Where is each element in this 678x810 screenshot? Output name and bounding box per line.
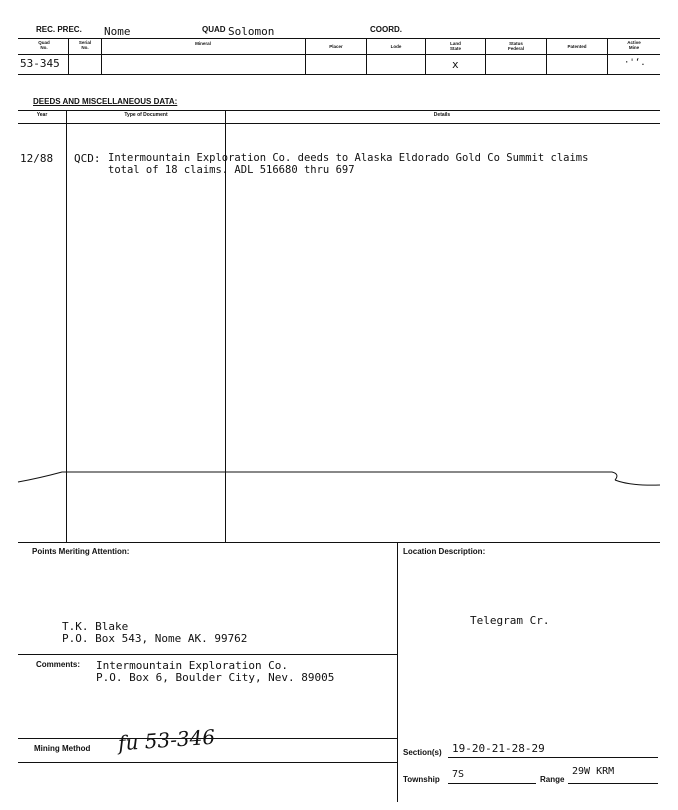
location-label: Location Description:: [403, 547, 486, 556]
col-active-mine: Active Mine: [627, 40, 641, 50]
deed-details-line2: total of 18 claims. ADL 516680 thru 697: [108, 164, 355, 176]
deeds-col-type: Type of Document: [124, 112, 168, 118]
section-value: 19-20-21-28-29: [452, 742, 545, 755]
comments-line1: Intermountain Exploration Co.: [96, 659, 289, 672]
active-mine-mark: ·'‘.: [624, 58, 646, 68]
rec-prec-value: Nome: [104, 25, 131, 38]
rec-prec-label: REC. PREC.: [36, 25, 82, 34]
mining-method-label: Mining Method: [34, 744, 91, 753]
col-lode: Lode: [390, 44, 402, 49]
land-state-mark: x: [452, 58, 459, 71]
mining-method-handwriting: fu 53-346: [117, 724, 216, 756]
range-value: 29W KRM: [572, 766, 615, 777]
col-land-state: Land State: [449, 41, 461, 51]
deed-year: 12/88: [20, 152, 54, 165]
deed-type: QCD:: [74, 152, 101, 165]
comments-line2: P.O. Box 6, Boulder City, Nev. 89005: [96, 671, 335, 684]
col-mineral: Mineral: [195, 41, 211, 46]
points-line2: P.O. Box 543, Nome AK. 99762: [62, 632, 248, 645]
points-line1: T.K. Blake: [62, 620, 129, 633]
points-label: Points Meriting Attention:: [32, 547, 130, 556]
col-serial-no: Serial No.: [78, 40, 92, 50]
section-label: Section(s): [403, 748, 442, 757]
comments-label: Comments:: [36, 660, 81, 669]
deeds-col-year: Year: [36, 112, 48, 118]
quad-label: QUAD: [202, 25, 226, 34]
deeds-col-details: Details: [433, 112, 451, 118]
col-quad-no: Quad No.: [38, 40, 50, 50]
col-status-federal: Status Federal: [507, 41, 524, 51]
deeds-section-title: DEEDS AND MISCELLANEOUS DATA:: [33, 97, 178, 106]
location-value: Telegram Cr.: [470, 614, 550, 627]
coord-label: COORD.: [370, 25, 402, 34]
quad-value: Solomon: [228, 25, 275, 38]
deed-details-line1: Intermountain Exploration Co. deeds to Alaska Eldorado Gold Co Summit claims: [108, 152, 589, 164]
township-value: 7S: [452, 769, 465, 780]
range-label: Range: [540, 775, 565, 784]
quad-no-value: 53-345: [20, 57, 60, 70]
col-patented: Patented: [567, 44, 587, 49]
col-placer: Placer: [329, 44, 343, 49]
township-label: Township: [403, 775, 440, 784]
